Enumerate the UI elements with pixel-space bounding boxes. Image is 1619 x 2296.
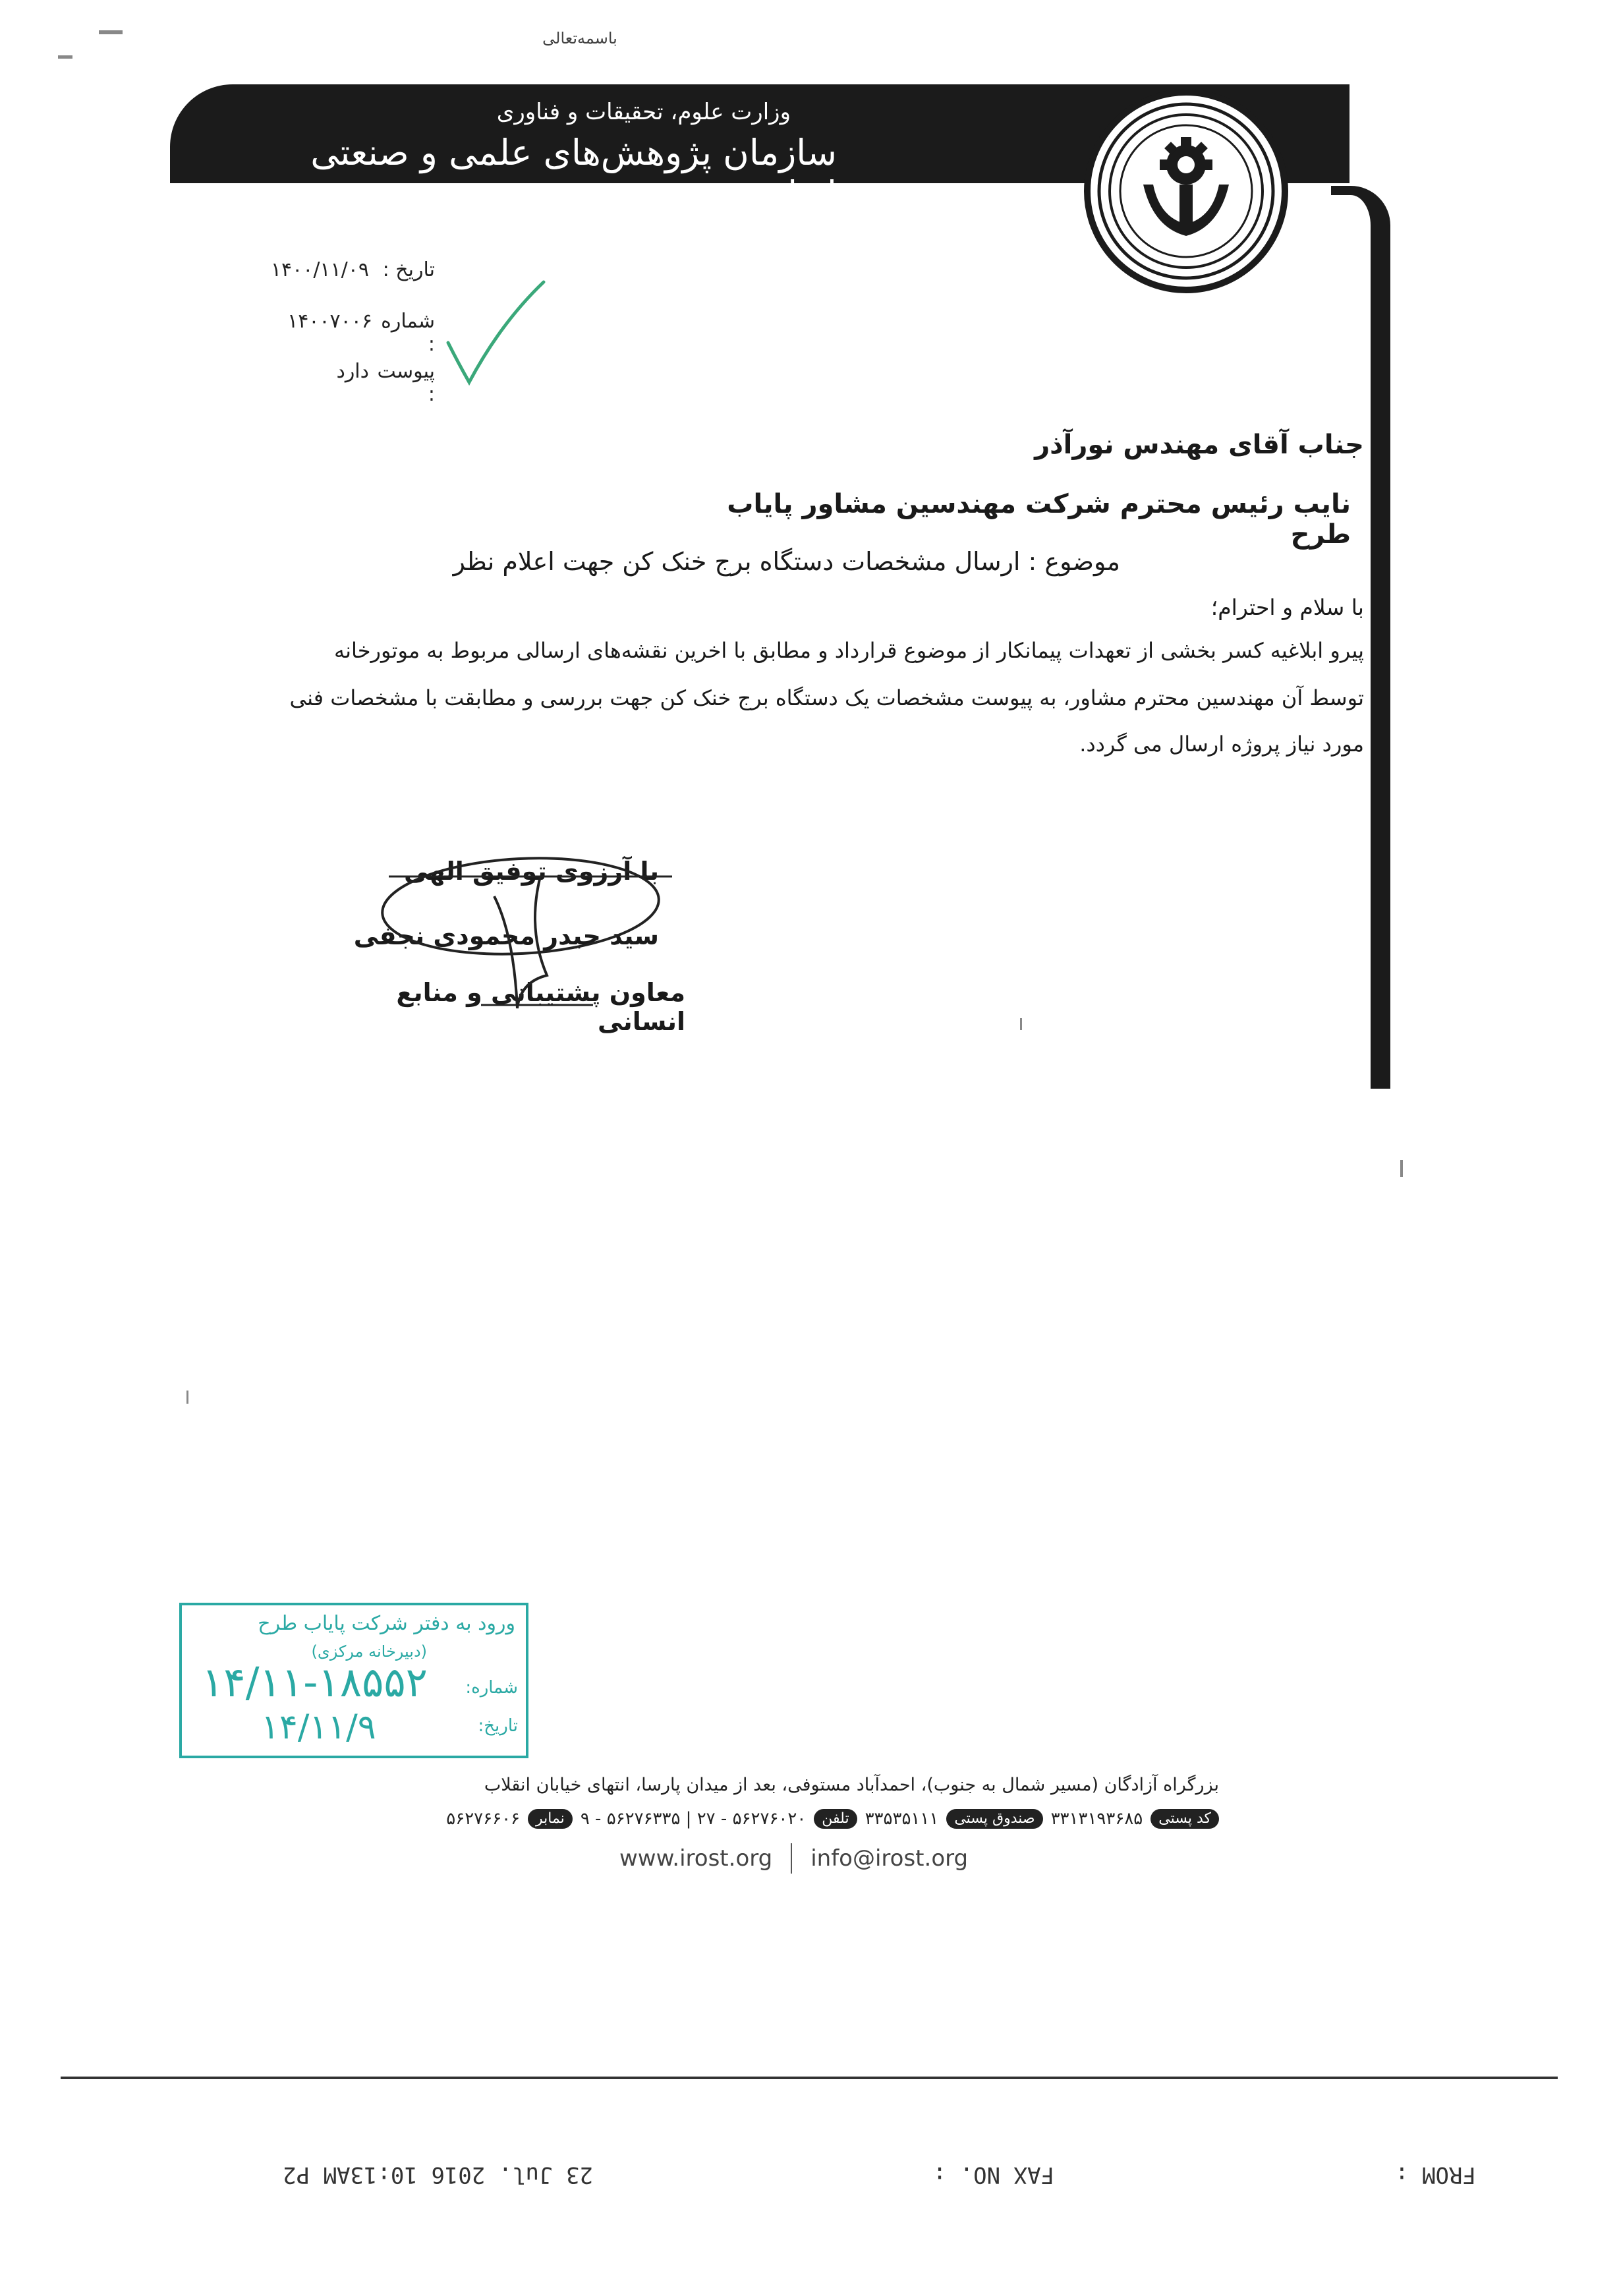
ministry-name: وزارت علوم، تحقیقات و فناوری [496, 99, 791, 125]
received-stamp [179, 1603, 528, 1758]
letterhead-frame [1331, 186, 1390, 1089]
postal-code-label: کد پستی [1150, 1809, 1219, 1829]
stamp-number-label: شماره: [465, 1678, 518, 1698]
body-line-3: مورد نیاز پروژه ارسال می گردد. [1079, 732, 1364, 757]
scan-mark [58, 55, 72, 59]
fax-number: ۵۶۲۷۶۶۰۶ [446, 1809, 520, 1829]
attachment-label: پیوست : [377, 360, 435, 406]
organization-name: سازمان پژوهش‌های علمی و صنعتی ایران [310, 132, 837, 215]
number-value: ۱۴۰۰۷۰۰۶ [287, 310, 372, 333]
addressee-line: جناب آقای مهندس نورآذر [1035, 430, 1364, 460]
email-link[interactable]: info@irost.org [810, 1845, 969, 1872]
divider [791, 1843, 792, 1874]
closing-line: با آرزوی توفیق الهی [403, 857, 659, 886]
stamp-date-value: ۱۴/۱۱/۹ [261, 1708, 376, 1747]
fax-from: FROM : [1395, 2162, 1476, 2188]
stamp-date-label: تاریخ: [478, 1716, 518, 1736]
subject-line: موضوع : ارسال مشخصات دستگاه برج خنک کن جهت اعلام نظر [453, 547, 1120, 576]
phone-label: تلفن [814, 1809, 857, 1829]
postal-code: ۳۳۱۳۱۹۳۶۸۵ [1050, 1809, 1143, 1829]
website-link[interactable]: www.irost.org [619, 1845, 773, 1872]
scan-mark [1400, 1160, 1403, 1177]
fax-divider-line [61, 2077, 1558, 2079]
scan-mark [99, 30, 123, 34]
fax-label: نمابر [528, 1809, 573, 1829]
contact-row [382, 1809, 1219, 1835]
check-mark-icon [428, 270, 554, 389]
signer-title: معاون پشتیبانی و منابع انسانی [396, 978, 685, 1036]
organization-address: بزرگراه آزادگان (مسیر شمال به جنوب)، احمدآباد مستوفی، بعد از میدان پارسا، انتهای خیابان انقلاب [484, 1775, 1219, 1795]
stamp-title: ورود به دفتر شرکت پایاب طرح [258, 1612, 515, 1635]
number-label: شماره : [381, 310, 435, 356]
phone-numbers: ۵۶۲۷۶۰۲۰ - ۲۷ | ۵۶۲۷۶۳۳۵ - ۹ [580, 1809, 807, 1829]
fax-number-label: FAX NO. : [932, 2162, 1054, 2188]
organization-logo-icon [1081, 86, 1292, 297]
attachment-value: دارد [336, 360, 369, 383]
date-label: تاریخ : [382, 258, 435, 281]
addressee-title: نایب رئیس محترم شرکت مهندسین مشاور پایاب طرح [727, 489, 1351, 550]
signature-icon [329, 837, 698, 1054]
signer-name: سید حیدر محمودی نجفی [353, 921, 659, 950]
scan-mark [186, 1391, 188, 1404]
fax-timestamp: 23 Jul. 2016 10:13AM P2 [283, 2162, 593, 2188]
po-box-label: صندوق پستی [946, 1809, 1042, 1829]
scan-mark [1020, 1018, 1022, 1030]
bismillah-text: باسمه‌تعالی [542, 29, 617, 47]
body-line-2: توسط آن مهندسین محترم مشاور، به پیوست مشخصات یک دستگاه برج خنک کن جهت بررسی و مطابقت با مشخصات فنی [289, 685, 1364, 710]
stamp-number-value: ۱۴/۱۱-۱۸۵۵۲ [202, 1658, 428, 1706]
po-box: ۳۳۵۳۵۱۱۱ [865, 1809, 939, 1829]
greeting-line: با سلام و احترام؛ [1210, 594, 1364, 620]
body-line-1: پیرو ابلاغیه کسر بخشی از تعهدات پیمانکار از موضوع قرارداد و مطابق با اخرین نقشه‌های ارسالی مربوط به موتورخانه [333, 638, 1364, 663]
web-contacts [619, 1842, 988, 1875]
date-value: ۱۴۰۰/۱۱/۰۹ [270, 258, 369, 281]
stamp-subtitle: (دبیرخانه مرکزی) [311, 1642, 427, 1661]
fax-header-strip [119, 2155, 1476, 2188]
